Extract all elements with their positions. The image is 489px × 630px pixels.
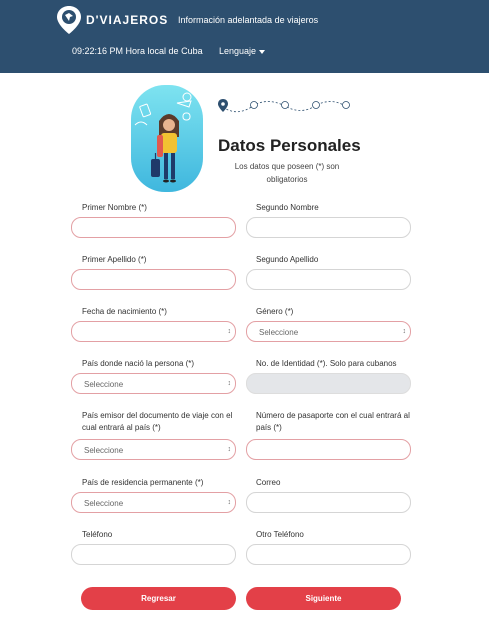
updown-arrow-icon: ↕ xyxy=(227,328,231,335)
second-name-label: Segundo Nombre xyxy=(256,203,319,212)
step-3-icon xyxy=(282,102,289,109)
logo-pin-icon xyxy=(56,5,82,35)
page-title: Datos Personales xyxy=(218,136,361,155)
birth-country-label: País donde nació la persona (*) xyxy=(82,359,195,368)
issuing-country-label: País emisor del documento de viaje con el cual entrará al país (*) xyxy=(82,411,233,432)
first-name-label: Primer Nombre (*) xyxy=(82,203,147,212)
traveler-icon xyxy=(131,85,203,192)
birth-country-select[interactable] xyxy=(71,373,236,394)
email-label: Correo xyxy=(256,478,281,487)
second-surname-input[interactable] xyxy=(246,269,411,290)
residence-country-label: País de residencia permanente (*) xyxy=(82,478,204,487)
issuing-country-select-value: Seleccione xyxy=(84,446,124,455)
birth-date-select[interactable] xyxy=(71,321,236,342)
birth-date-label: Fecha de nacimiento (*) xyxy=(82,307,167,316)
gender-label: Género (*) xyxy=(256,307,294,316)
second-name-input[interactable] xyxy=(246,217,411,238)
gender-select[interactable] xyxy=(246,321,411,342)
birth-country-select-value: Seleccione xyxy=(84,380,124,389)
passport-input[interactable] xyxy=(246,439,411,460)
logo-text: D'VIAJEROS xyxy=(86,13,169,27)
residence-country-select-value: Seleccione xyxy=(84,499,124,508)
required-note: Los datos que poseen (*) son obligatorios xyxy=(234,162,340,184)
phone-label: Teléfono xyxy=(82,530,113,539)
first-name-input[interactable] xyxy=(71,217,236,238)
step-1-pin-icon xyxy=(218,99,228,112)
traveler-illustration xyxy=(131,85,203,192)
email-input[interactable] xyxy=(246,492,411,513)
top-header xyxy=(0,0,489,73)
language-label: Lenguaje xyxy=(219,46,257,56)
gender-select-value: Seleccione xyxy=(259,328,299,337)
second-surname-label: Segundo Apellido xyxy=(256,255,319,264)
caret-down-icon xyxy=(259,50,265,54)
updown-arrow-icon: ↕ xyxy=(227,499,231,506)
passport-label: Número de pasaporte con el cual entrará al país (*) xyxy=(256,411,410,432)
next-button[interactable]: Siguiente xyxy=(246,587,401,610)
phone-input[interactable] xyxy=(71,544,236,565)
step-5-icon xyxy=(343,102,350,109)
issuing-country-select[interactable] xyxy=(71,439,236,460)
other-phone-input[interactable] xyxy=(246,544,411,565)
local-time: 09:22:16 PM Hora local de Cuba xyxy=(72,46,203,56)
updown-arrow-icon: ↕ xyxy=(227,446,231,453)
id-number-label: No. de Identidad (*). Solo para cubanos xyxy=(256,359,397,368)
updown-arrow-icon: ↕ xyxy=(227,380,231,387)
language-menu[interactable] xyxy=(219,46,265,56)
other-phone-label: Otro Teléfono xyxy=(256,530,304,539)
first-surname-label: Primer Apellido (*) xyxy=(82,255,147,264)
back-button[interactable]: Regresar xyxy=(81,587,236,610)
step-4-icon xyxy=(313,102,320,109)
header-subtitle: Información adelantada de viajeros xyxy=(178,15,319,25)
first-surname-input[interactable] xyxy=(71,269,236,290)
step-2-icon xyxy=(251,102,258,109)
step-progress xyxy=(215,97,355,115)
id-number-input[interactable] xyxy=(246,373,411,394)
updown-arrow-icon: ↕ xyxy=(402,328,406,335)
residence-country-select[interactable] xyxy=(71,492,236,513)
